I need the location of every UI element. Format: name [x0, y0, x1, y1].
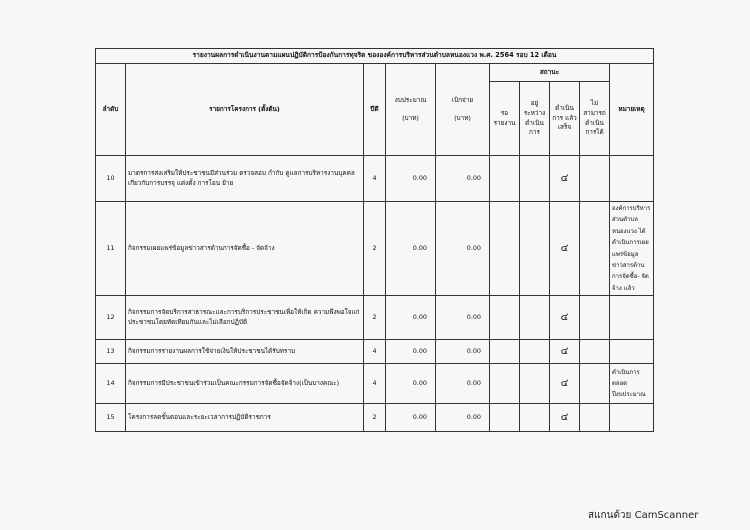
row-project: กิจกรรมเผยแพร่ข้อมูลข่าวสารด้านการจัดซื้อ - จัดจ้าง [126, 202, 364, 296]
header-project: รายการโครงการ (ตั้งต้น) [126, 64, 364, 156]
table-row [96, 364, 654, 404]
row-status-unable [580, 296, 610, 340]
header-budget-label: งบประมาณ [394, 95, 427, 104]
row-budget: 0.00 [386, 202, 436, 296]
row-status-wait [490, 340, 520, 364]
row-remark [610, 296, 654, 340]
header-disbursed-label: เบิกจ่าย [451, 95, 474, 104]
row-year: 4 [364, 156, 386, 202]
row-year: 2 [364, 404, 386, 432]
row-year: 2 [364, 296, 386, 340]
header-status-progress: อยู่ ระหว่าง ดำเนิน การ [520, 82, 550, 156]
row-status-progress [520, 340, 550, 364]
row-budget: 0.00 [386, 156, 436, 202]
row-remark: องค์การบริหารส่วนตำบล หนองแวง ได้ดำเนินการเผยแพร่ข้อมูล ข่าวสารด้านการจัดซื้อ- จัดจ้าง แล้ว [610, 202, 654, 296]
row-remark: ดำเนินการตลอดปีงบประมาณ [610, 364, 654, 404]
row-status-unable [580, 340, 610, 364]
header-disbursed [436, 64, 490, 156]
row-no: 12 [96, 296, 126, 340]
row-status-wait [490, 156, 520, 202]
row-status-wait [490, 296, 520, 340]
row-no: 11 [96, 202, 126, 296]
row-remark [610, 340, 654, 364]
row-project: โครงการลดขั้นตอนและระยะเวลาการปฏิบัติราชการ [126, 404, 364, 432]
row-status-unable [580, 202, 610, 296]
scanner-watermark: สแกนด้วย CamScanner [588, 510, 699, 521]
row-disbursed: 0.00 [436, 364, 490, 404]
row-status-progress [520, 202, 550, 296]
row-status-progress [520, 296, 550, 340]
row-budget: 0.00 [386, 296, 436, 340]
table-row [96, 404, 654, 432]
row-disbursed: 0.00 [436, 156, 490, 202]
row-status-done: ๔ [550, 340, 580, 364]
row-status-progress [520, 404, 550, 432]
header-year: ปีดี [364, 64, 386, 156]
table-row [96, 156, 654, 202]
header-status-unable: ไม่ สามารถ ดำเนิน การได้ [580, 82, 610, 156]
row-status-wait [490, 202, 520, 296]
row-remark [610, 156, 654, 202]
row-project: กิจกรรมการมีประชาชนเข้าร่วมเป็นคณะกรรมการจัดซื้อจัดจ้าง(เป็นบางคณะ) [126, 364, 364, 404]
row-status-done: ๔ [550, 202, 580, 296]
row-year: 2 [364, 202, 386, 296]
row-status-progress [520, 364, 550, 404]
row-no: 10 [96, 156, 126, 202]
row-disbursed: 0.00 [436, 296, 490, 340]
table-row [96, 202, 654, 296]
row-status-progress [520, 156, 550, 202]
row-status-done: ๔ [550, 364, 580, 404]
row-budget: 0.00 [386, 340, 436, 364]
row-disbursed: 0.00 [436, 202, 490, 296]
report-table [95, 48, 654, 432]
row-no: 14 [96, 364, 126, 404]
table-row [96, 340, 654, 364]
row-status-unable [580, 156, 610, 202]
row-budget: 0.00 [386, 364, 436, 404]
table-row [96, 296, 654, 340]
row-status-wait [490, 364, 520, 404]
row-project: กิจกรรมการรายงานผลการใช้จ่ายเงินให้ประชาชนได้รับทราบ [126, 340, 364, 364]
header-seq: ลำดับ [96, 64, 126, 156]
report-title: รายงานผลการดำเนินงานตามแผนปฏิบัติการป้องกันการทุจริต ขององค์การบริหารส่วนตำบลหนองแวง พ.ศ. 2564 รอบ 12 เดือน [96, 49, 654, 64]
header-status-wait: รอ รายงาน [490, 82, 520, 156]
row-no: 13 [96, 340, 126, 364]
header-budget-unit: (บาท) [402, 113, 419, 122]
row-status-unable [580, 404, 610, 432]
row-disbursed: 0.00 [436, 404, 490, 432]
header-status: สถานะ [490, 64, 610, 82]
header-disbursed-unit: (บาท) [454, 113, 471, 122]
row-status-unable [580, 364, 610, 404]
row-status-done: ๔ [550, 296, 580, 340]
row-project: มาตรการส่งเสริมให้ประชาชนมีส่วนร่วม ตรวจสอบ กำกับ ดูแลการบริหารงานบุคคล เกี่ยวกับการบรรจุ แต่งตั้ง การโอน ย้าย [126, 156, 364, 202]
row-disbursed: 0.00 [436, 340, 490, 364]
row-status-done: ๔ [550, 156, 580, 202]
header-remarks: หมายเหตุ [610, 64, 654, 156]
row-no: 15 [96, 404, 126, 432]
row-year: 4 [364, 340, 386, 364]
row-year: 4 [364, 364, 386, 404]
row-status-done: ๔ [550, 404, 580, 432]
header-status-done: ดำเนิน การ แล้วเสร็จ [550, 82, 580, 156]
row-project: กิจกรรมการจัดบริการสาธารณะและการบริการประชาชนเพื่อให้เกิด ความพึงพอใจแก่ประชาชนโดยทัดเทียมกันและไม่เลือกปฏิบัติ [126, 296, 364, 340]
row-remark [610, 404, 654, 432]
row-status-wait [490, 404, 520, 432]
header-budget [386, 64, 436, 156]
row-budget: 0.00 [386, 404, 436, 432]
